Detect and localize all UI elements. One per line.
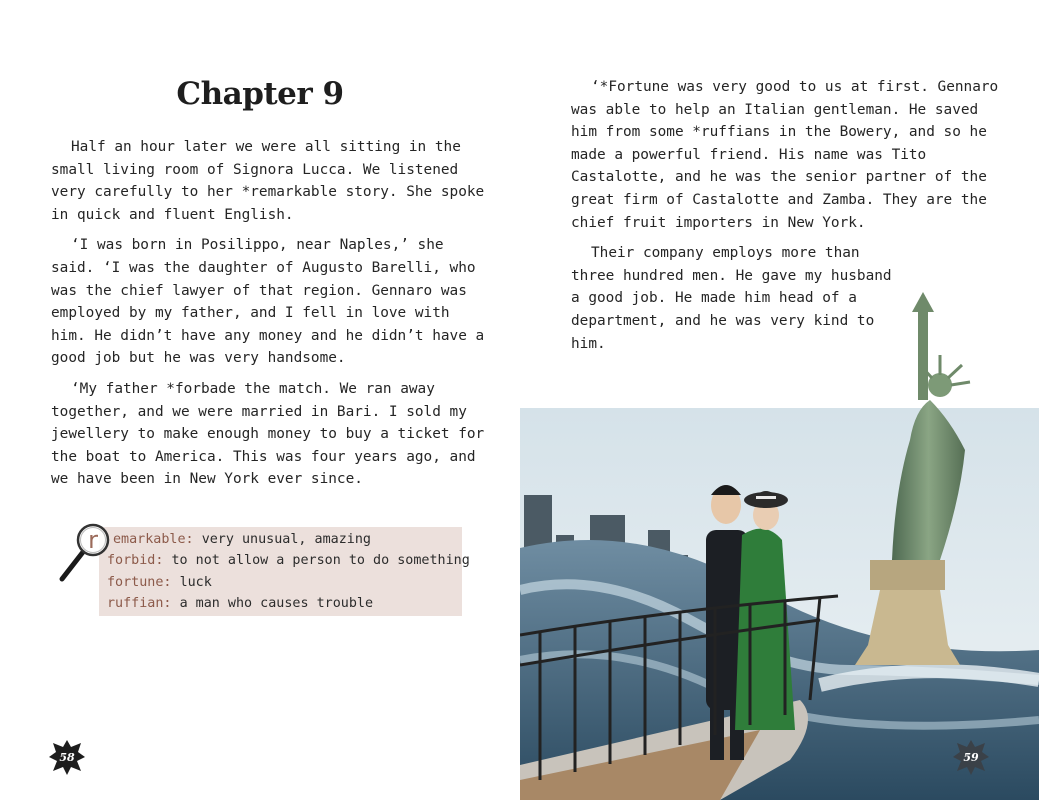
page-number: 59 bbox=[963, 750, 979, 764]
glossary-word: fortune: bbox=[107, 574, 172, 590]
paragraph: Their company employs more than three hundred men. He gave my husband a good job. He made him head of a department, and he was very kind to him. bbox=[571, 245, 892, 352]
right-page bbox=[520, 0, 1039, 800]
page-number: 58 bbox=[59, 750, 75, 764]
glossary-definition: very unusual, amazing bbox=[201, 532, 371, 547]
glossary-box bbox=[99, 527, 470, 616]
left-body-text bbox=[51, 136, 491, 499]
chapter-title: Chapter 9 bbox=[176, 76, 344, 112]
harbor-illustration bbox=[520, 290, 1039, 800]
magnifier-icon bbox=[56, 522, 116, 584]
paragraph: ‘*Fortune was very good to us at first. Gennaro was able to help an Italian gentleman. He saved him from some *ruffians in the Bowery, and so he made a powerful friend. His name was Tito Castalotte, and he was the senior partner of the great firm of Castalotte and Zamba. They are the chief fruit importers in New York. bbox=[571, 79, 999, 231]
glossary-word: forbid: bbox=[107, 553, 164, 569]
glossary-word: emarkable: bbox=[113, 532, 194, 547]
glossary-entry bbox=[107, 572, 462, 593]
paragraph: ‘I was born in Posilippo, near Naples,’ she said. ‘I was the daughter of Augusto Barelli, who was the chief lawyer of that region. Gennaro was employed by my father, and I fell in love with him. He didn’t have any money and he didn’t have a good job but he was very handsome. bbox=[51, 237, 485, 367]
paragraph: Half an hour later we were all sitting in the small living room of Signora Lucca. We listened very carefully to her *remarkable story. She spoke in quick and fluent English. bbox=[51, 139, 485, 223]
glossary-initial: r bbox=[88, 526, 98, 554]
glossary-word: ruffian: bbox=[107, 595, 172, 611]
glossary-definition: to not allow a person to do something bbox=[171, 553, 470, 569]
glossary-definition: a man who causes trouble bbox=[179, 595, 374, 611]
glossary-definition: luck bbox=[179, 574, 212, 590]
page-number-badge bbox=[952, 738, 990, 776]
glossary-entry bbox=[107, 529, 462, 550]
paragraph: ‘My father *forbade the match. We ran away together, and we were married in Bari. I sold my jewellery to make enough money to buy a ticket for the boat to America. This was four years ago, and we have been in New York ever since. bbox=[51, 380, 485, 488]
page-number-badge bbox=[48, 738, 86, 776]
glossary-entry bbox=[107, 593, 462, 614]
glossary-entry bbox=[107, 550, 470, 571]
